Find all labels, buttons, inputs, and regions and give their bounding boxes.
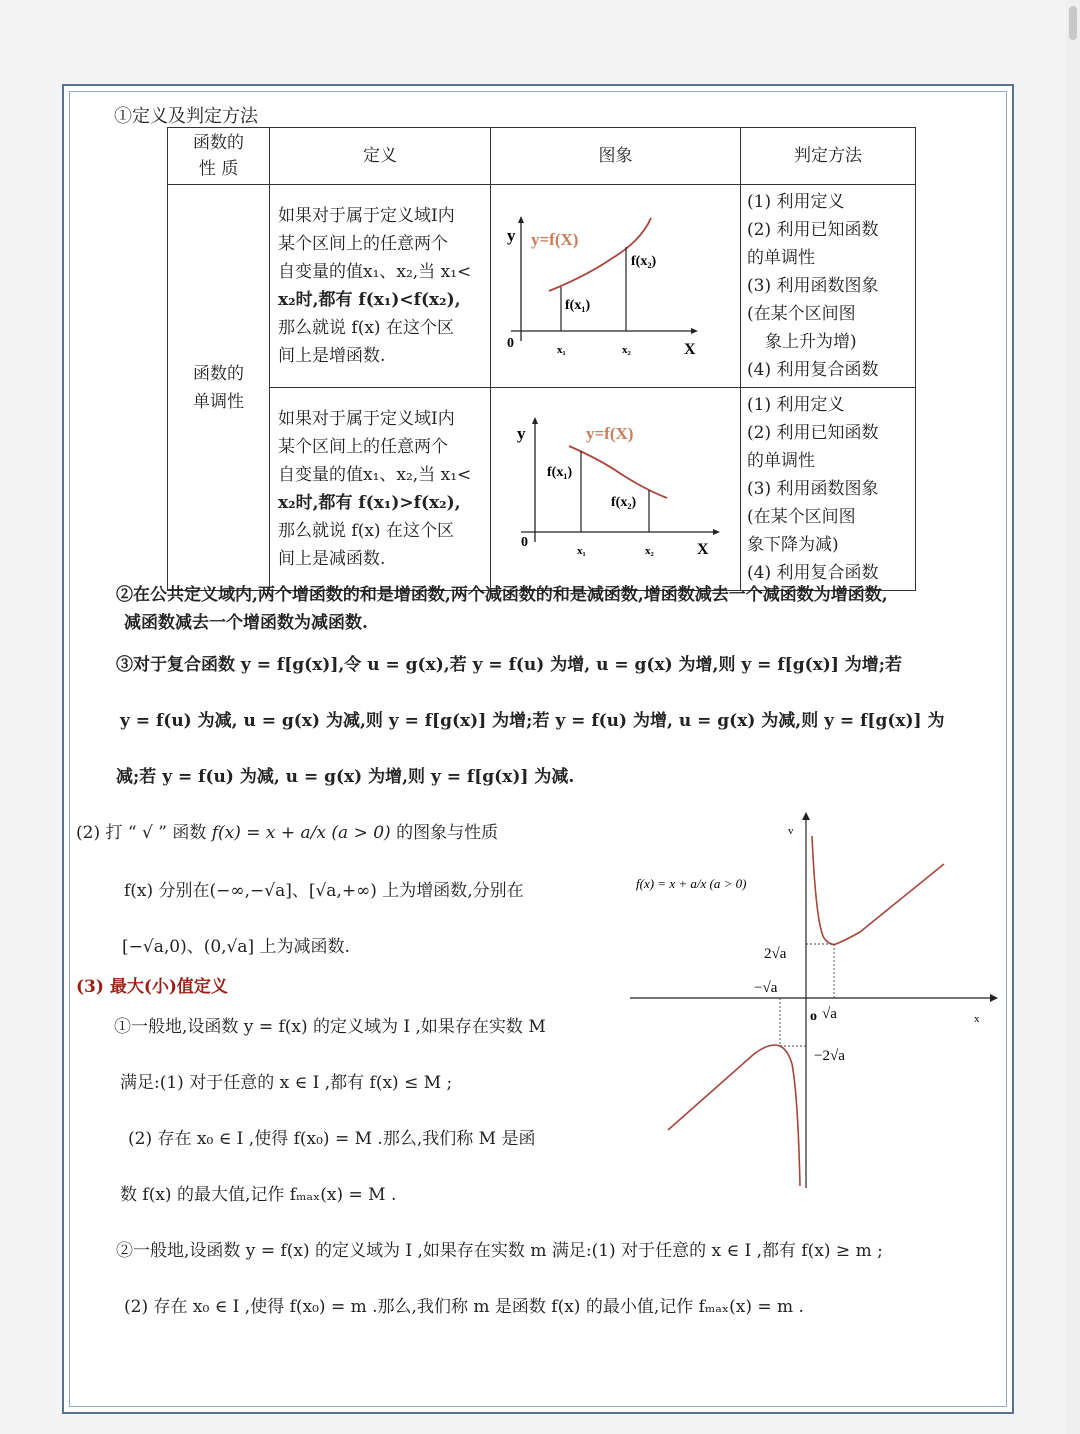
method-line: (4) 利用复合函数: [747, 360, 879, 380]
x-axis-arrow: [713, 529, 720, 535]
label-neg-sqrt-a: −√a: [754, 980, 778, 996]
x2-label: x₂: [645, 545, 654, 557]
y-axis-arrow: [518, 216, 524, 223]
increasing-graph: [491, 191, 739, 381]
part2-line2: [−√a,0)、(0,√a] 上为减函数.: [122, 937, 350, 957]
def-line: x₂时,都有 f(x₁)>f(x₂),: [278, 493, 461, 513]
label-sqrt-a: √a: [822, 1006, 837, 1022]
def-line: 那么就说 f(x) 在这个区: [278, 521, 454, 541]
method-line: (3) 利用函数图象: [747, 276, 879, 296]
part2-line1: f(x) 分别在(−∞,−√a]、[√a,+∞) 上为增函数,分别在: [124, 881, 524, 901]
y-label: v: [788, 825, 794, 837]
increasing-methods: [741, 185, 916, 388]
part3-max-line2: 满足:(1) 对于任意的 x ∈ I ,都有 f(x) ≤ M ;: [120, 1073, 453, 1093]
method-line: 象下降为减): [747, 535, 839, 555]
part2-title: [76, 818, 498, 843]
part2-title-formula: f(x) = x + a/x (a > 0): [211, 823, 391, 843]
part3-max-line3: (2) 存在 x₀ ∈ I ,使得 f(x₀) = M .那么,我们称 M 是函: [128, 1129, 536, 1149]
section1-heading: ①定义及判定方法: [114, 106, 258, 127]
increasing-definition: [270, 185, 491, 388]
method-line: (在某个区间图: [747, 507, 856, 527]
decreasing-graph: [491, 394, 739, 584]
x1-label: x₁: [577, 545, 586, 557]
x-axis-arrow: [691, 328, 698, 334]
decreasing-methods: [741, 388, 916, 591]
part3-min-line1: ②一般地,设函数 y = f(x) 的定义域为 I ,如果存在实数 m 满足:(1) 对于任意的 x ∈ I ,都有 f(x) ≥ m ;: [116, 1241, 883, 1261]
label-neg-2sqrt-a: −2√a: [814, 1048, 845, 1064]
part3-heading: (3) 最大(小)值定义: [76, 977, 228, 997]
x1-label: x₁: [557, 344, 566, 356]
def-line: 间上是增函数.: [278, 346, 386, 366]
decreasing-curve: [569, 446, 667, 498]
method-line: (1) 利用定义: [747, 192, 845, 212]
def-line: 自变量的值x₁、x₂,当 x₁<: [278, 465, 472, 485]
def-line: 某个区间上的任意两个: [278, 234, 448, 254]
method-line: (1) 利用定义: [747, 395, 845, 415]
def-line: 自变量的值x₁、x₂,当 x₁<: [278, 262, 472, 282]
def-line: 如果对于属于定义域I内: [278, 409, 455, 429]
def-line: 那么就说 f(x) 在这个区: [278, 318, 454, 338]
decreasing-definition: [270, 388, 491, 591]
label-2sqrt-a: 2√a: [764, 946, 787, 962]
left-branch-curve: [668, 1045, 800, 1186]
fx2-label: f(x₂): [631, 254, 657, 269]
scrollbar-thumb[interactable]: [1069, 6, 1077, 40]
part3-max-line4: 数 f(x) 的最大值,记作 fₘₐₓ(x) = M .: [120, 1185, 397, 1205]
section2-line2: 减函数减去一个增函数为减函数.: [124, 613, 368, 633]
method-line: 的单调性: [747, 248, 815, 268]
func-label: y=f(X): [586, 424, 634, 443]
fx1-label: f(x₁): [565, 298, 591, 313]
document-page: [62, 84, 1014, 1414]
table-row-increasing: [168, 185, 916, 388]
x2-label: x₂: [622, 344, 631, 356]
header-definition: 定义: [270, 128, 491, 185]
method-line: 象上升为增): [765, 332, 857, 352]
scrollbar-track[interactable]: [1066, 0, 1080, 1434]
fx2-label: f(x₂): [611, 495, 637, 510]
method-line: 的单调性: [747, 451, 815, 471]
method-line: (3) 利用函数图象: [747, 479, 879, 499]
section3-line2: y = f(u) 为减, u = g(x) 为减,则 y = f[g(x)] 为增;若 y = f(u) 为增, u = g(x) 为减,则 y = f[g(x)] 为: [120, 711, 945, 731]
y-label: y: [517, 424, 526, 443]
y-label: y: [507, 226, 516, 245]
x-label: X: [684, 341, 696, 358]
x-axis-arrow: [990, 994, 998, 1002]
decreasing-graph-cell: [491, 388, 741, 591]
def-line: 间上是减函数.: [278, 549, 386, 569]
part3-min-line2: (2) 存在 x₀ ∈ I ,使得 f(x₀) = m .那么,我们称 m 是函数 f(x) 的最小值,记作 fₘₐₓ(x) = m .: [124, 1297, 804, 1317]
table-header-row: [168, 128, 916, 185]
y-axis-arrow: [802, 812, 810, 820]
part3-max-line1: ①一般地,设函数 y = f(x) 的定义域为 I ,如果存在实数 M: [114, 1017, 546, 1037]
func-label: y=f(X): [531, 230, 579, 249]
def-line: x₂时,都有 f(x₁)<f(x₂),: [278, 290, 461, 310]
right-branch-curve: [812, 836, 944, 944]
increasing-graph-cell: [491, 185, 741, 388]
label-origin: o: [810, 1009, 817, 1024]
def-line: 某个区间上的任意两个: [278, 437, 448, 457]
table-row-decreasing: [168, 388, 916, 591]
section2-line1: ②在公共定义域内,两个增函数的和是增函数,两个减函数的和是减函数,增函数减去一个减函数为增函数,: [116, 585, 888, 605]
section3-line3: 减;若 y = f(u) 为减, u = g(x) 为增,则 y = f[g(x)] 为减.: [116, 767, 575, 787]
method-line: (在某个区间图: [747, 304, 856, 324]
method-line: (2) 利用已知函数: [747, 423, 879, 443]
part2-title-post: 的图象与性质: [390, 823, 499, 843]
part2-title-pre: (2) 打 “ √ ” 函数: [76, 823, 212, 843]
header-property: 函数的 性 质: [168, 128, 270, 185]
check-function-graph: [624, 806, 1004, 1196]
fx1-label: f(x₁): [547, 465, 573, 480]
x-label: X: [697, 541, 709, 558]
graph-formula: f(x) = x + a/x (a > 0): [636, 876, 747, 891]
section3-line1: ③对于复合函数 y = f[g(x)],令 u = g(x),若 y = f(u) 为增, u = g(x) 为增,则 y = f[g(x)] 为增;若: [116, 655, 903, 675]
property-name: 函数的 单调性: [168, 185, 270, 591]
method-line: (2) 利用已知函数: [747, 220, 879, 240]
origin-label: 0: [507, 336, 514, 351]
x-label: x: [974, 1013, 980, 1025]
y-axis-arrow: [532, 417, 538, 424]
def-line: 如果对于属于定义域I内: [278, 206, 455, 226]
monotonicity-table: [167, 127, 916, 591]
header-method: 判定方法: [741, 128, 916, 185]
origin-label: 0: [521, 535, 528, 550]
method-line: (4) 利用复合函数: [747, 563, 879, 583]
header-graph: 图象: [491, 128, 741, 185]
